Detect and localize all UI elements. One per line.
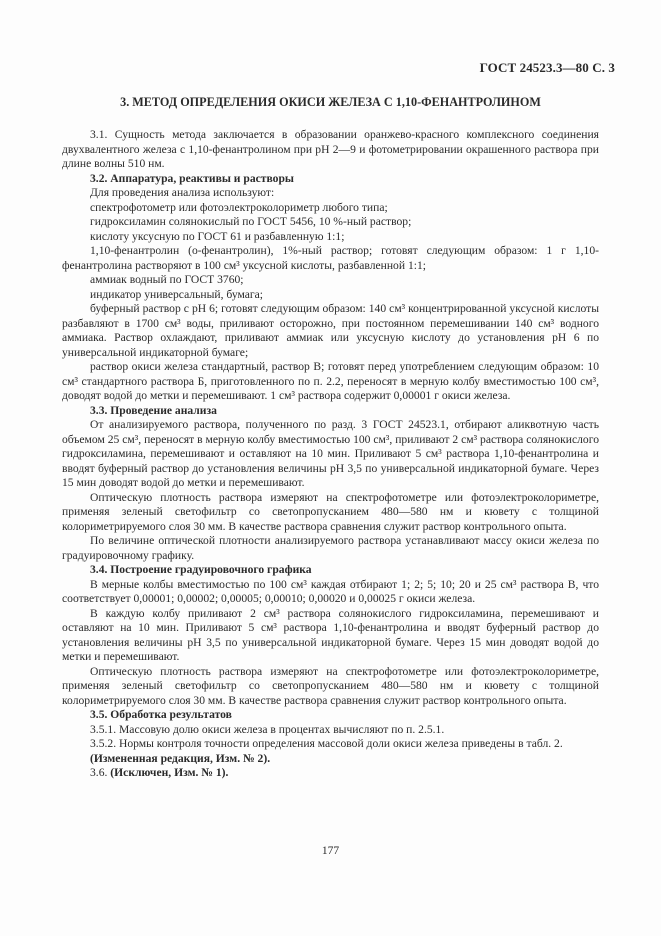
paragraph-3-6-number: 3.6. (90, 766, 108, 779)
paragraph-3-3-a: От анализируемого раствора, полученного по разд. 3 ГОСТ 24523.1, отбирают аликвотную часть объемом 25 см³, переносят в мерную колбу вместимостью 100 см³, приливают 2 см³ раствора солянокислого гидроксиламина, перемешивают и оставляют на 10 мин. Приливают 5 см³ раствора 1,10-фенантролина и вводят буферный раствор до установления величины pH 3,5 по универсальной индикаторной бумаге. Через 15 мин доводят водой до метки и перемешивают. (62, 418, 599, 489)
heading-3-4: 3.4. Построение градуировочного графика (90, 563, 312, 576)
list-item: аммиак водный по ГОСТ 3760; (90, 273, 244, 286)
list-item: кислоту уксусную по ГОСТ 61 и разбавленную 1:1; (90, 229, 345, 243)
heading-3-2: 3.2. Аппаратура, реактивы и растворы (90, 171, 294, 185)
page-number: 177 (321, 845, 340, 857)
paragraph-3-5-2: 3.5.2. Нормы контроля точности определения массовой доли окиси железа приведены в табл. 2. (90, 737, 563, 750)
list-item: раствор окиси железа стандартный, раствор В; готовят перед употреблением следующим образом: 10 см³ стандартного раствора Б, приготовленного по п. 2.2, переносят в мерную колбу вместимостью 100 см³, доводят водой до метки и перемешивают. 1 см³ раствора содержит 0,00001 г окиси железа. (62, 360, 599, 402)
paragraph-3-3-b: Оптическую плотность раствора измеряют на спектрофотометре или фотоэлектроколориметре, применяя зеленый светофильтр со светопропусканием 480—580 нм и кювету с толщиной колориметрируемого слоя 30 мм. В качестве раствора сравнения служит раствор контрольного опыта. (62, 490, 599, 533)
list-item: индикатор универсальный, бумага; (90, 287, 264, 301)
page-header: ГОСТ 24523.3—80 С. 3 (479, 60, 615, 75)
heading-3-3: 3.3. Проведение анализа (90, 403, 217, 417)
paragraph-3-4-b: В каждую колбу приливают 2 см³ раствора солянокислого гидроксиламина, перемешивают и оставляют на 10 мин. Приливают 5 см³ раствора 1,10-фенантролина и вводят буферный раствор до установления величины pH 3,5 по универсальной индикаторной бумаге. Через 15 мин доводят водой до метки и перемешивают. (62, 606, 599, 663)
list-item: гидроксиламин солянокислый по ГОСТ 5456, 10 %-ный раствор; (90, 215, 412, 228)
section-title: 3. МЕТОД ОПРЕДЕЛЕНИЯ ОКИСИ ЖЕЛЕЗА С 1,10-ФЕНАНТРОЛИНОМ (120, 95, 541, 109)
paragraph-3-4-a: В мерные колбы вместимостью по 100 см³ каждая отбирают 1; 2; 5; 10; 20 и 25 см³ раствора В, что соответствует 0,00001; 0,00002; 0,00005; 0,00010; 0,00020 и 0,00025 г окиси железа. (62, 577, 599, 605)
list-item: буферный раствор с pH 6; готовят следующим образом: 140 см³ концентрированной уксусной кислоты разбавляют в 1700 см³ воды, приливают осторожно, при постоянном перемешивании 140 см³ водного аммиака. Раствор охлаждают, приливают аммиак или уксусную кислоту до установления pH 6 по универсальной индикаторной бумаге; (62, 302, 599, 359)
paragraph-3-6-text: (Исключен, Изм. № 1). (110, 766, 229, 779)
paragraph-3-2-intro: Для проведения анализа используют: (90, 186, 275, 199)
paragraph-3-5-1: 3.5.1. Массовую долю окиси железа в процентах вычисляют по п. 2.5.1. (90, 722, 445, 736)
paragraph-3-4-c: Оптическую плотность раствора измеряют на спектрофотометре или фотоэлектроколориметре, применяя зеленый светофильтр со светопропусканием 480—580 нм и кювету с толщиной колориметрируемого слоя 30 мм. В качестве раствора сравнения служит раствор контрольного опыта. (62, 664, 599, 707)
list-item: 1,10-фенантролин (o-фенантролин), 1%-ный раствор; готовят следующим образом: 1 г 1,10-фенантролина растворяют в 100 см³ уксусной кислоты, разбавленной 1:1; (62, 244, 599, 272)
paragraph-3-3-c: По величине оптической плотности анализируемого раствора устанавливают массу окиси железа по градуировочному графику. (62, 534, 599, 562)
document-body (62, 128, 599, 781)
paragraph-3-6 (62, 766, 599, 781)
heading-3-5: 3.5. Обработка результатов (90, 708, 232, 721)
list-item: спектрофотометр или фотоэлектроколориметр любого типа; (90, 200, 388, 214)
amendment-note: (Измененная редакция, Изм. № 2). (90, 751, 271, 765)
paragraph-3-1: 3.1. Сущность метода заключается в образовании оранжево-красного комплексного соединения двухвалентного железа с 1,10-фенантролином при pH 2—9 и фотометрировании окрашенного раствора при длине волны 510 нм. (62, 128, 599, 170)
